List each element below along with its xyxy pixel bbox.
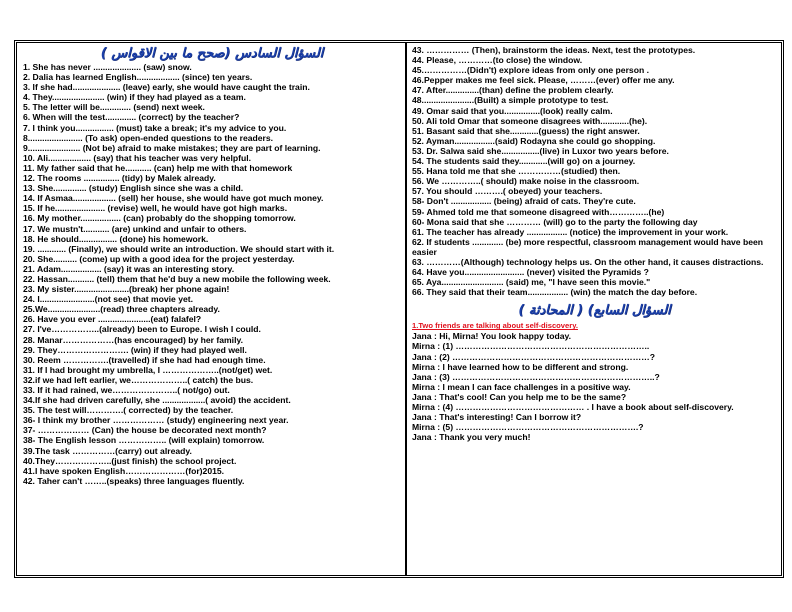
worksheet-page [14, 40, 784, 578]
exercise-item: 27. I've……………..(already) been to Europe. I wish I could. [23, 324, 261, 335]
exercise-item: 35. The test will………….( corrected) by the teacher. [23, 405, 234, 416]
exercise-item: 47. After..............(than) define the problem clearly. [412, 85, 614, 96]
exercise-item: 42. Taher can't ……..(speaks) three languages fluently. [23, 475, 245, 486]
exercise-item: 58- Don't ................. (being) afraid of cats. They're cute. [412, 196, 636, 207]
dialogue-line: Jana : Hi, Mirna! You look happy today. [412, 331, 572, 342]
exercise-item: 46.Pepper makes me feel sick. Please, ………(ever) offer me any. [412, 75, 675, 86]
exercise-item: 23. My sister.......................(break) her phone again! [23, 284, 230, 295]
exercise-item-62: 62. If students ............. (be) more respectful, classroom management would have been easier [412, 236, 764, 257]
exercise-item: 38- The English lesson …………….. (will explain) tomorrow. [23, 435, 265, 446]
exercise-item: 19. ............ (Finally), we should write an introduction. We should start with it. [23, 243, 335, 254]
exercise-item: 11. My father said that he........... (can) help me with that homework [23, 162, 293, 173]
left-column [17, 43, 407, 575]
exercise-item: 8....................... (To ask) open-ended questions to the readers. [23, 132, 274, 143]
dialogue-line: Jana : That's interesting! Can I borrow it? [412, 412, 582, 423]
exercise-item: 21. Adam................. (say) it was an interesting story. [23, 263, 235, 274]
dialogue-line: Mirna : (5) ……………………………………………………….? [412, 422, 644, 433]
question-six-heading: السؤال السادس (صحح ما بين الاقواس ) [100, 46, 324, 61]
exercise-item: 5. The letter will be............. (send) next week. [23, 102, 205, 113]
exercise-item: 6. When will the test............. (correct) by the teacher? [23, 112, 240, 123]
exercise-item: 13. She.............. (study) English since she was a child. [23, 183, 244, 194]
exercise-item: 39.The task ……………(carry) out already. [23, 445, 192, 456]
exercise-item: 40.They………………..(just finish) the school project. [23, 455, 237, 466]
exercise-item: 51. Basant said that she............(guess) the right answer. [412, 125, 640, 136]
exercise-item: 26. Have you ever ......................(eat) falafel? [23, 314, 202, 325]
exercise-item: 24. I.......................(not see) that movie yet. [23, 294, 194, 305]
exercise-item: 1. She has never .................... (saw) snow. [23, 62, 192, 72]
exercise-item: 37- ……………… (Can) the house be decorated next month? [23, 425, 267, 436]
exercise-item: 52. Ayman.................(said) Rodayna she could go shopping. [412, 135, 656, 146]
exercise-item: 14. If Asmaa.................. (sell) her house, she would have got much money. [23, 193, 324, 204]
exercise-item: 56. We …………..( should) make noise in the classroom. [412, 176, 640, 187]
exercise-item: 45.……………(Didn't) explore ideas from only one person . [412, 65, 649, 76]
exercise-item: 64. Have you......................... (never) visited the Pyramids ? [412, 267, 649, 278]
dialogue-line: Jana : That's cool! Can you help me to be the same? [412, 391, 627, 402]
dialogue-list [412, 331, 777, 402]
exercise-item: 36- I think my brother ……………… (study) engineering next year. [23, 415, 289, 426]
exercise-item: 9...................... (Not be) afraid to make mistakes; they are part of learning. [23, 142, 321, 153]
dialogue-line: Jana : (2) ……………………………………………………………? [412, 351, 656, 362]
exercise-item: 33. If it had rained, we…………………..( not/go) out. [23, 385, 230, 395]
dialogue-line: Mirna : I mean I can face challenges in a positive way. [412, 381, 631, 392]
exercise-item: 18. He should................ (done) his homework. [23, 233, 209, 244]
dialogue-line: Jana : (3) ……………………………………………………………..? [412, 371, 660, 382]
question-seven-heading: السؤال السابع) ( المحادثة ) [518, 303, 671, 319]
exercise-item: 17. We mustn't........... (are) unkind and unfair to others. [23, 223, 247, 234]
exercise-item: 30. Reem …………….(travelled) if she had had enough time. [23, 354, 266, 365]
right-items-list [412, 45, 777, 227]
dialogue-line: Jana : Thank you very much! [412, 432, 531, 443]
exercise-item-63: 63. …………(Although) technology helps us. On the other hand, it causes distractions. [412, 256, 764, 267]
exercise-item: 57. You should ……….( obeyed) your teachers. [412, 186, 603, 197]
exercise-item: 10. Ali.................. (say) that his teacher was very helpful. [23, 152, 251, 163]
exercise-item: 43. …………… (Then), brainstorm the ideas. Next, test the prototypes. [412, 45, 696, 55]
exercise-item: 66. They said that their team................. (win) the match the day before. [412, 287, 698, 298]
exercise-item: 54. The students said they............(will go) on a journey. [412, 156, 636, 167]
exercise-item: 7. I think you................ (must) take a break; it's my advice to you. [23, 122, 287, 133]
exercise-item: 59- Ahmed told me that someone disagreed with…………..(he) [412, 206, 665, 217]
exercise-item-61: 61. The teacher has already ................. (notice) the improvement in your work. [412, 226, 729, 237]
exercise-item: 53. Dr. Salwa said she................(live) in Luxor two years before. [412, 145, 669, 156]
left-items-list [23, 62, 401, 486]
exercise-item: 20. She.......... (come) up with a good idea for the project yesterday. [23, 253, 295, 264]
exercise-item: 12. The rooms ............... (tidy) by Malek already. [23, 173, 216, 184]
exercise-item: 55. Hana told me that she ……………(studied) then. [412, 166, 621, 177]
exercise-item: 16. My mother................. (can) probably do the shopping tomorrow. [23, 213, 296, 224]
exercise-item: 31. If I had brought my umbrella, I ………………..(not/get) wet. [23, 364, 273, 375]
dialogue-subtitle: 1.Two friends are talking about self-discovery. [412, 321, 578, 331]
right-column [407, 43, 781, 575]
exercise-item: 28. Manar………………(has encouraged) by her family. [23, 334, 243, 345]
right-items-list-b [412, 267, 777, 297]
exercise-item: 65. Aya.......................... (said) me, "I have seen this movie." [412, 277, 651, 288]
exercise-item: 2. Dalia has learned English.................. (since) ten years. [23, 72, 253, 83]
dialogue-list-b [412, 412, 777, 442]
exercise-item: 50. Ali told Omar that someone disagrees with............(he). [412, 115, 648, 126]
dialogue-line-4: Mirna : (4) ……………………………………… . I have a book about self-discovery. [412, 402, 734, 412]
exercise-item: 48......................(Built) a simple prototype to test. [412, 95, 609, 106]
exercise-item: 25.We......................(read) three chapters already. [23, 304, 220, 315]
exercise-item: 49. Omar said that you...............(look) really calm. [412, 105, 613, 116]
exercise-item: 22. Hassan........... (tell) them that he'd buy a new mobile the following week. [23, 273, 331, 284]
dialogue-line: Mirna : I have learned how to be different and strong. [412, 361, 629, 372]
dialogue-line: Mirna : (1) ………………………………………………………….. [412, 341, 650, 352]
exercise-item: 60- Mona said that she ………… (will) go to the party the following day [412, 216, 698, 227]
exercise-item: 34.If she had driven carefully, she ..................( avoid) the accident. [23, 395, 291, 406]
exercise-item: 29. They……………………. (win) if they had played well. [23, 344, 247, 355]
exercise-item: 3. If she had.................... (leave) early, she would have caught the train. [23, 82, 310, 93]
exercise-item: 32.if we had left earlier, we………………..( catch) the bus. [23, 374, 254, 385]
exercise-item: 15. If he..................... (revise) well, he would have got high marks. [23, 203, 288, 214]
exercise-item: 44. Please, …………(to close) the window. [412, 55, 583, 66]
exercise-item: 41.I have spoken English…………………(for)2015. [23, 465, 225, 476]
exercise-item: 4. They...................... (win) if they had played as a team. [23, 92, 246, 103]
